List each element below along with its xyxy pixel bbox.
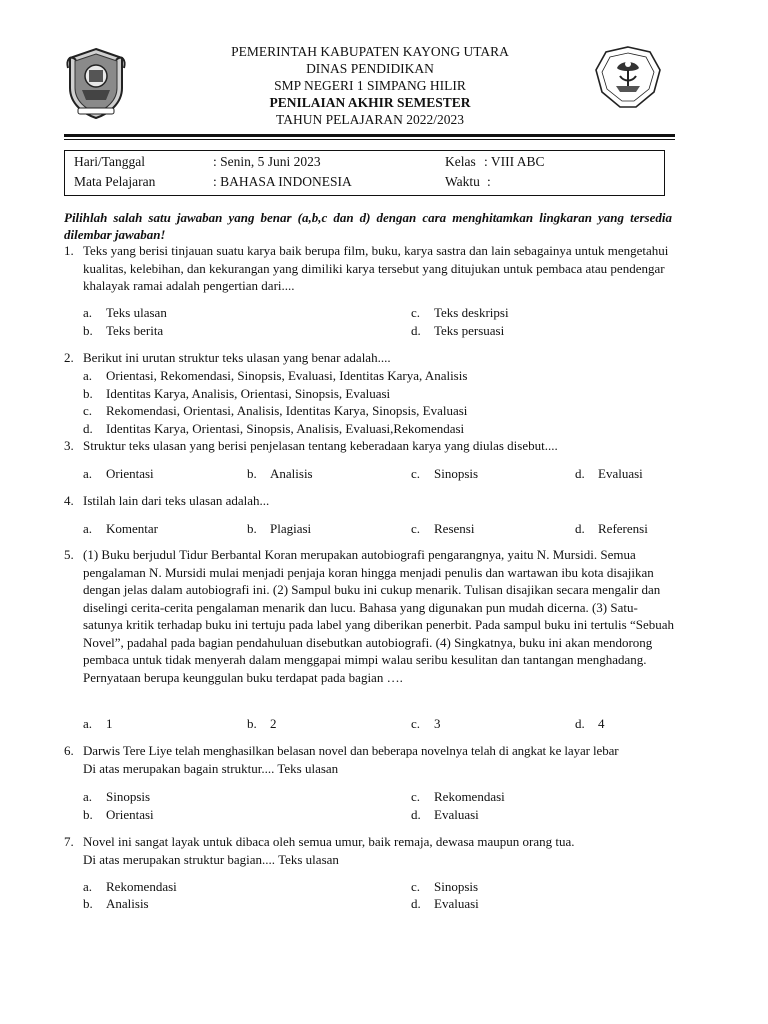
- q1-option-d[interactable]: d. Teks persuasi: [411, 323, 505, 338]
- q7-option-a[interactable]: a. Rekomendasi: [83, 879, 177, 894]
- q4-option-c[interactable]: c. Resensi: [411, 521, 475, 536]
- q1-option-c[interactable]: c. Teks deskripsi: [411, 305, 509, 320]
- time-label: Waktu: [445, 174, 480, 189]
- question-number: 5.: [64, 547, 74, 562]
- question-number: 3.: [64, 438, 74, 453]
- class-label: Kelas: [445, 154, 476, 169]
- q7-option-b[interactable]: b. Analisis: [83, 896, 149, 911]
- header-school: SMP NEGERI 1 SIMPANG HILIR: [274, 78, 466, 93]
- q1-option-b[interactable]: b. Teks berita: [83, 323, 164, 338]
- header-rule-thin: [64, 139, 675, 140]
- header-academic-year: TAHUN PELAJARAN 2022/2023: [276, 112, 464, 127]
- question-passage: (1) Buku berjudul Tidur Berbantal Koran merupakan autobiografi pengarangnya, yaitu N. Mursidi. Semua pengalaman N. Mursidi mulai menjadi penjaja koran hingga menjadi penulis dan wartawan ibu kota disajikan dengan jelas dalam autobiografi ini. (2) Sampul buku ini cukup menarik. Tulisan disajikan secara mengalir dan diselingi cerita-cerita pengalaman menarik dan lucu. Bahasa yang digunakan pun mudah dicerna. (3) Satu-satunya kritik terhadap buku ini tertuju pada label yang diberikan penerbit. Pada sampul buku ini tertulis “Sebuah Novel”, padahal pada bagian pendahuluan disebutkan autobiografi. (4) Singkatnya, buku ini akan mendorong pembaca untuk tidak menyerah dalam menggapai mimpi walau seribu kesulitan dan tantangan menghadang.: [83, 547, 674, 667]
- question-4: [64, 492, 676, 510]
- question-7: [64, 833, 676, 868]
- q3-option-d[interactable]: d. Evaluasi: [575, 466, 643, 481]
- question-text: Teks yang berisi tinjauan suatu karya baik berupa film, buku, karya sastra dan lain sebagainya untuk mengetahui kualitas, kelebihan, dan kekurangan yang dimiliki karya tersebut yang ditujukan untuk pembaca atau pendengar khalayak ramai adalah pengertian dari....: [83, 243, 669, 293]
- question-3: [64, 437, 676, 455]
- info-row-subject: [74, 173, 664, 191]
- subject-label: Mata Pelajaran: [74, 174, 156, 189]
- q5-option-a[interactable]: a. 1: [83, 716, 113, 731]
- kayong-utara-seal-logo: [62, 46, 130, 120]
- question-text: Struktur teks ulasan yang berisi penjelasan tentang keberadaan karya yang diulas disebut....: [83, 438, 558, 453]
- q4-option-b[interactable]: b. Plagiasi: [247, 521, 312, 536]
- q6-option-a[interactable]: a. Sinopsis: [83, 789, 151, 804]
- day-label: Hari/Tanggal: [74, 154, 146, 169]
- q1-option-a[interactable]: a. Teks ulasan: [83, 305, 167, 320]
- instruction-text: Pilihlah salah satu jawaban yang benar (a,b,c dan d) dengan cara menghitamkan lingkaran yang tersedia dilembar jawaban!: [64, 210, 672, 242]
- letterhead: [140, 43, 600, 128]
- q3-option-c[interactable]: c. Sinopsis: [411, 466, 479, 481]
- question-2: [64, 349, 676, 367]
- question-number: 7.: [64, 834, 74, 849]
- time-value: :: [487, 174, 491, 189]
- question-text: Istilah lain dari teks ulasan adalah...: [83, 493, 270, 508]
- q2-option-d[interactable]: d. Identitas Karya, Orientasi, Sinopsis, Analisis, Evaluasi,Rekomendasi: [83, 421, 465, 436]
- q2-option-a[interactable]: a. Orientasi, Rekomendasi, Sinopsis, Evaluasi, Identitas Karya, Analisis: [83, 368, 468, 383]
- question-6: [64, 742, 676, 777]
- q4-option-d[interactable]: d. Referensi: [575, 521, 648, 536]
- header-exam-title: PENILAIAN AKHIR SEMESTER: [269, 95, 471, 110]
- q6-option-b[interactable]: b. Orientasi: [83, 807, 154, 822]
- header-department: DINAS PENDIDIKAN: [306, 61, 434, 76]
- exam-info-box: [64, 150, 665, 196]
- question-text: Pernyataan berupa keunggulan buku terdapat pada bagian ….: [83, 669, 403, 685]
- subject-value: : BAHASA INDONESIA: [213, 174, 352, 189]
- header-government: PEMERINTAH KABUPATEN KAYONG UTARA: [231, 44, 509, 59]
- question-number: 6.: [64, 743, 74, 758]
- q5-option-b[interactable]: b. 2: [247, 716, 277, 731]
- q3-option-b[interactable]: b. Analisis: [247, 466, 313, 481]
- q2-option-c[interactable]: c. Rekomendasi, Orientasi, Analisis, Identitas Karya, Sinopsis, Evaluasi: [83, 403, 468, 418]
- q3-option-a[interactable]: a. Orientasi: [83, 466, 154, 481]
- q7-option-c[interactable]: c. Sinopsis: [411, 879, 479, 894]
- question-text: Berikut ini urutan struktur teks ulasan yang benar adalah....: [83, 350, 391, 365]
- class-value: : VIII ABC: [484, 154, 545, 169]
- q7-option-d[interactable]: d. Evaluasi: [411, 896, 479, 911]
- question-text: Di atas merupakan bagain struktur.... Teks ulasan: [83, 760, 339, 776]
- day-value: : Senin, 5 Juni 2023: [213, 154, 321, 169]
- question-5: [64, 546, 676, 686]
- q6-option-c[interactable]: c. Rekomendasi: [411, 789, 505, 804]
- question-statement: Darwis Tere Liye telah menghasilkan belasan novel dan beberapa novelnya telah di angkat ke layar lebar: [83, 743, 619, 758]
- q5-option-d[interactable]: d. 4: [575, 716, 605, 731]
- q4-option-a[interactable]: a. Komentar: [83, 521, 158, 536]
- info-row-day: [74, 153, 664, 171]
- question-number: 4.: [64, 493, 74, 508]
- question-number: 1.: [64, 243, 74, 258]
- q2-option-b[interactable]: b. Identitas Karya, Analisis, Orientasi, Sinopsis, Evaluasi: [83, 386, 391, 401]
- tut-wuri-handayani-logo: [592, 44, 664, 110]
- header-rule-thick: [64, 134, 675, 137]
- question-1: [64, 242, 676, 295]
- q5-option-c[interactable]: c. 3: [411, 716, 441, 731]
- q6-option-d[interactable]: d. Evaluasi: [411, 807, 479, 822]
- question-number: 2.: [64, 350, 74, 365]
- question-text: Di atas merupakan struktur bagian.... Teks ulasan: [83, 851, 339, 867]
- question-statement: Novel ini sangat layak untuk dibaca oleh semua umur, baik remaja, dewasa maupun orang tua.: [83, 834, 575, 849]
